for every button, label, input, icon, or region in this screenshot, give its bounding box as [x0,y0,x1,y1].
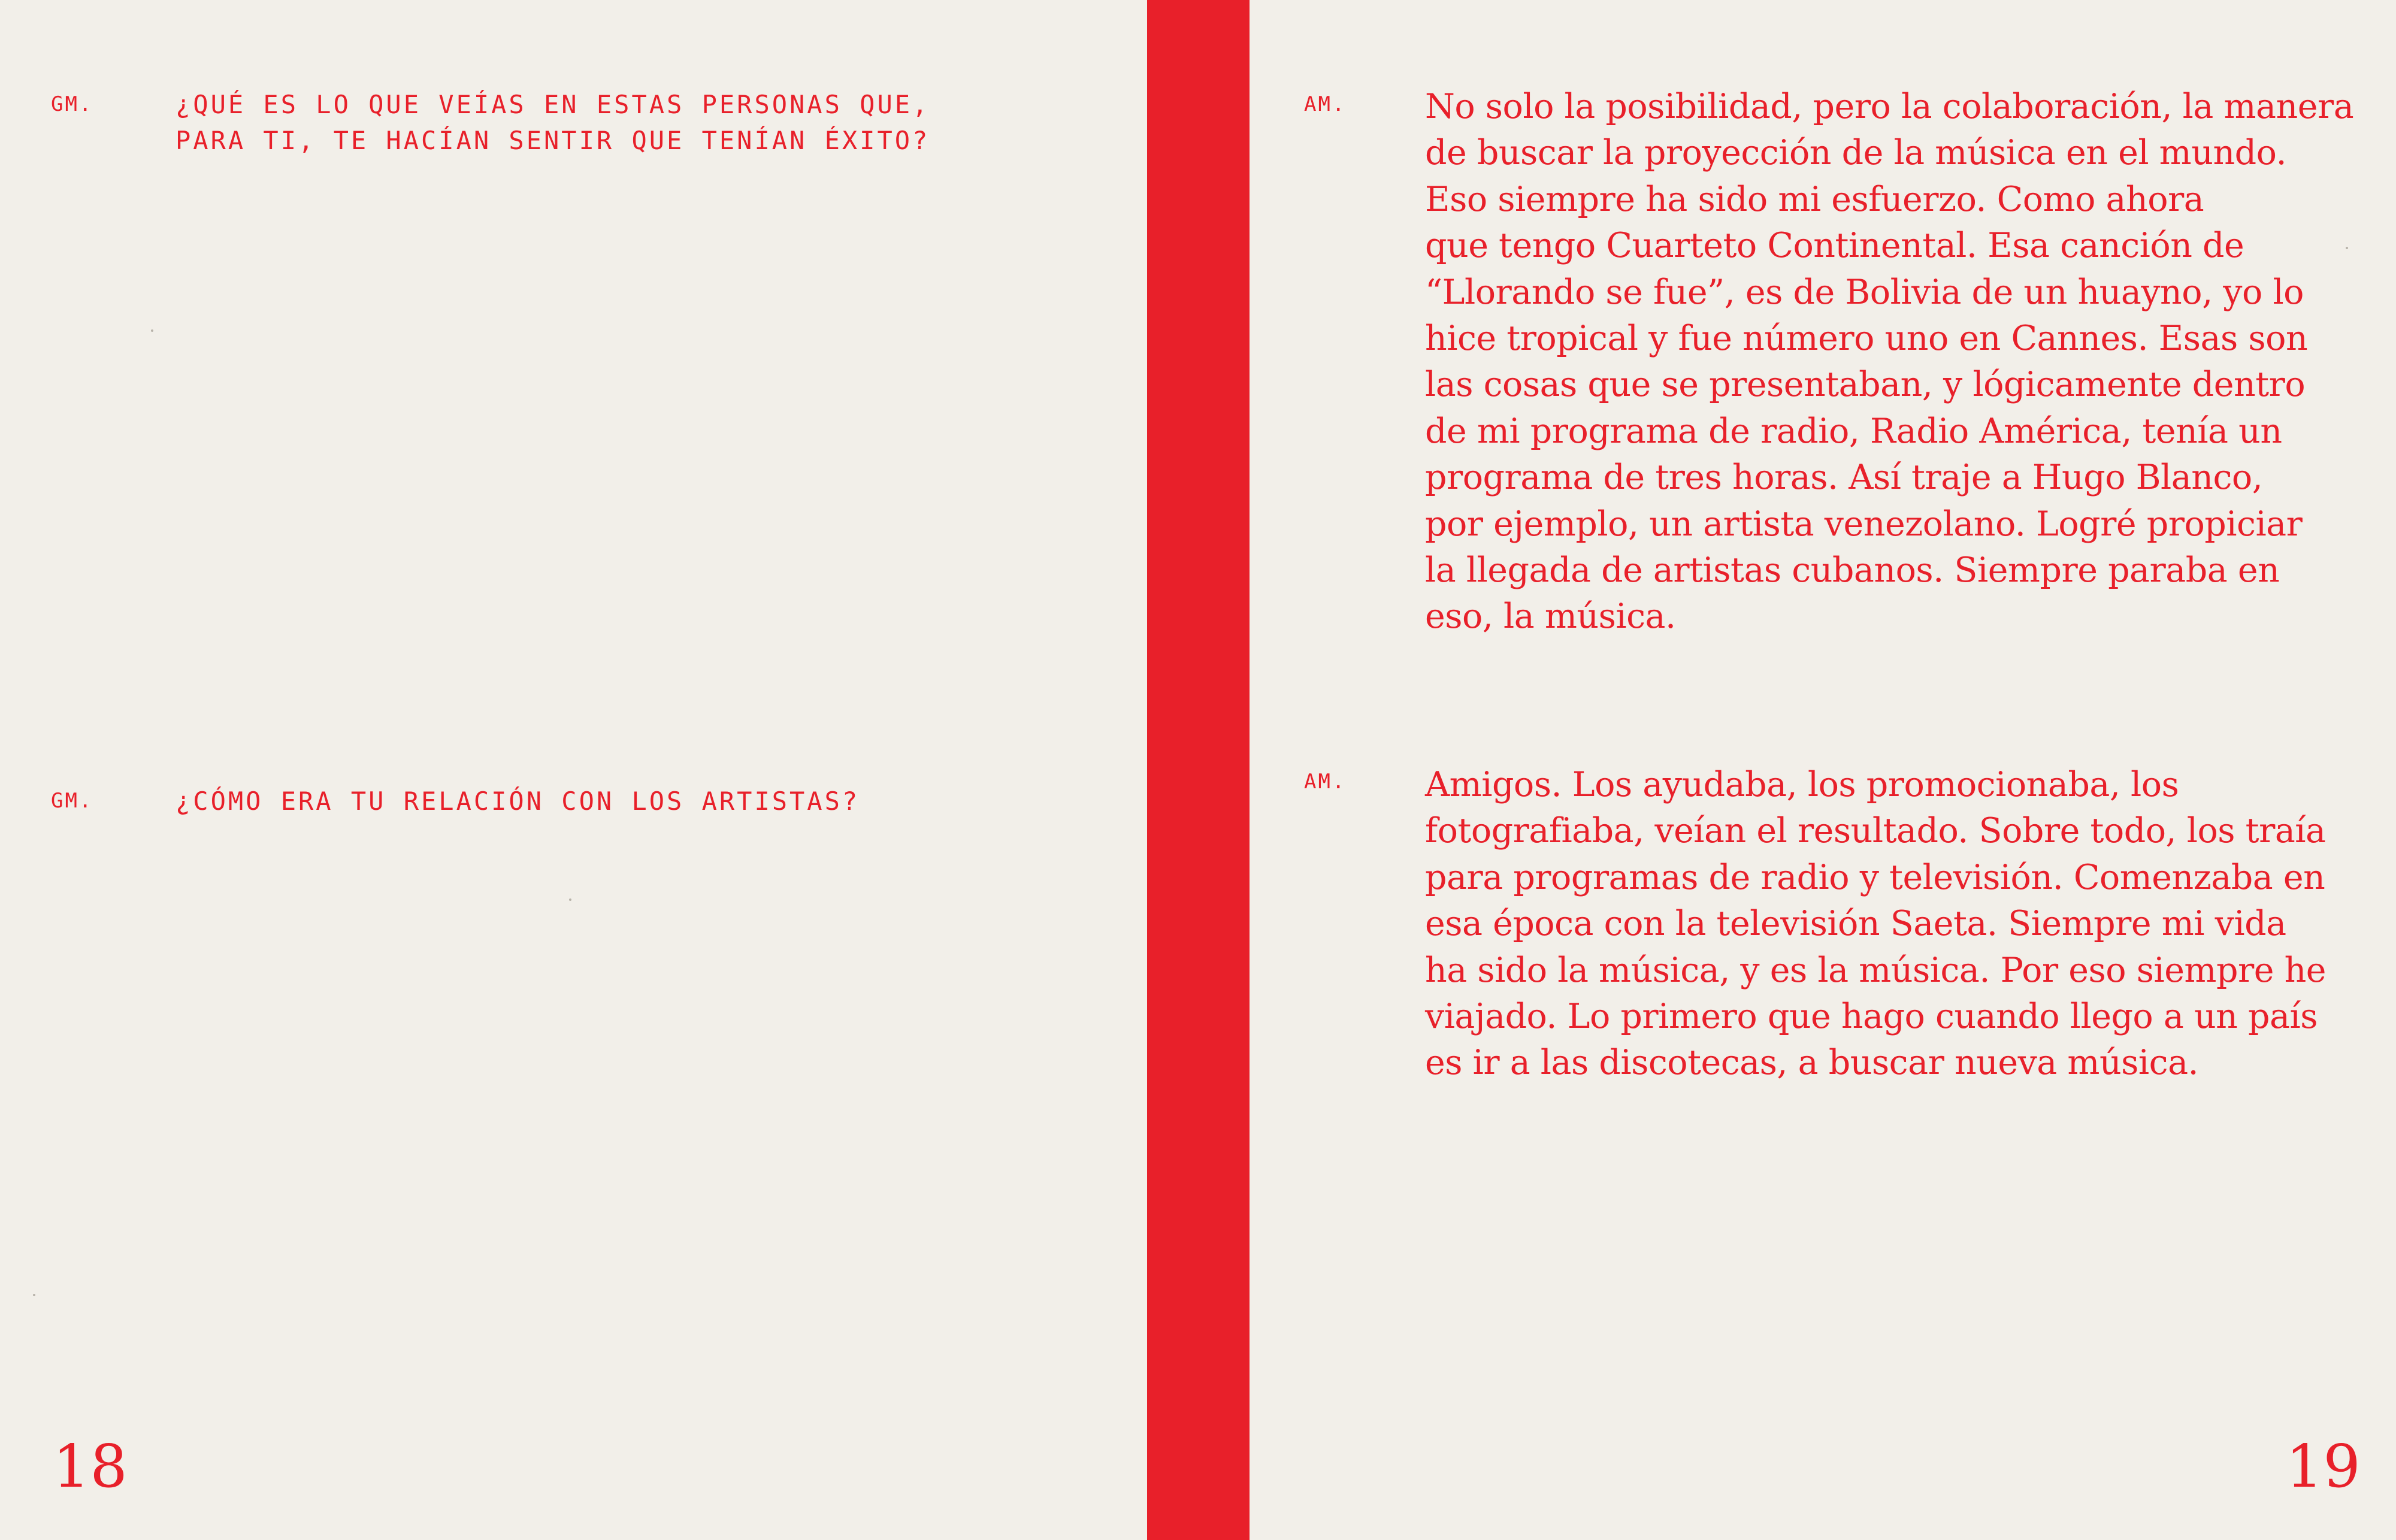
interview-question-1: ¿QUÉ ES LO QUE VEÍAS EN ESTAS PERSONAS QUE, PARA TI, TE HACÍAN SENTIR QUE TENÍAN ÉXITO? [176,90,930,155]
speaker-label-am-1: AM. [1304,92,1347,116]
red-spine-band [1147,0,1250,1540]
page-number-left: 18 [53,1433,128,1501]
paper-speck [569,898,571,901]
interview-answer-1: No solo la posibilidad, pero la colaboración, la manera de buscar la proyección de la música en el mundo. Eso siempre ha sido mi esfuerzo. Como ahora que tengo Cuarteto Continental. Esa canción de “Llorando se fue”, es de Bolivia de un huayno, yo lo hice tropical y fue número uno en Cannes. Esas son las cosas que se presentaban, y lógicamente dentro de mi programa de radio, Radio América, tenía un programa de tres horas. Así traje a Hugo Blanco, por ejemplo, un artista venezolano. Logré propiciar la llegada de artistas cubanos. Siempre paraba en eso, la música. [1425,87,2354,637]
page-number-right: 19 [2286,1433,2361,1501]
interview-answer-2: Amigos. Los ayudaba, los promocionaba, los fotografiaba, veían el resultado. Sobre todo, los traía para programas de radio y televisión. Comenzaba en esa época con la televisión Saeta. Siempre mi vida ha sido la música, y es la música. Por eso siempre he viajado. Lo primero que hago cuando llego a un país es ir a las discotecas, a buscar nueva música. [1425,765,2327,1083]
paper-speck [2346,247,2348,249]
speaker-label-gm-2: GM. [51,789,93,813]
paper-speck [151,329,153,332]
right-page [1250,0,2396,1540]
interview-question-2: ¿CÓMO ERA TU RELACIÓN CON LOS ARTISTAS? [176,786,860,816]
left-page [0,0,1147,1540]
speaker-label-am-2: AM. [1304,770,1347,794]
speaker-label-gm-1: GM. [51,92,93,116]
paper-speck [33,1294,35,1296]
